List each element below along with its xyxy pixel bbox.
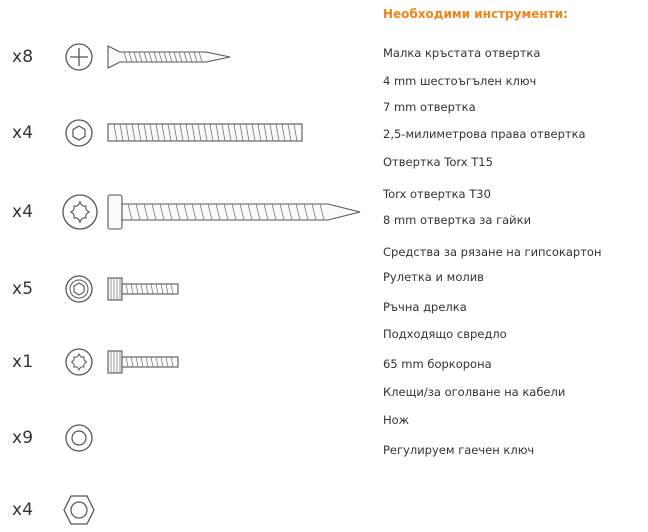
tool-item: Ръчна дрелка (383, 300, 467, 314)
long-wood-screw (106, 192, 366, 232)
quantity-label: x8 (12, 47, 34, 67)
tool-item: Рулетка и молив (383, 270, 484, 284)
tool-item: Малка кръстата отвертка (383, 46, 541, 60)
torx-head-icon (63, 346, 95, 378)
hardware-row-6 (0, 418, 370, 458)
tool-item: Средства за рязане на гипсокартон (383, 245, 602, 259)
hex-nut-icon (62, 493, 96, 527)
tool-item: Torx отвертка T30 (383, 187, 491, 201)
tool-item: 65 mm боркорона (383, 357, 492, 371)
tool-item: 2,5-милиметрова права отвертка (383, 127, 586, 141)
socket-cap-bolt (106, 349, 182, 375)
torx-head-icon (60, 192, 100, 232)
socket-cap-bolt (106, 276, 182, 302)
tool-item: Отвертка Torx T15 (383, 155, 493, 169)
hardware-row-4 (0, 269, 370, 309)
tools-heading: Необходими инструменти: (383, 7, 568, 21)
quantity-label: x4 (12, 202, 34, 222)
tool-item: Регулируем гаечен ключ (383, 443, 535, 457)
hardware-row-3 (0, 192, 370, 232)
threaded-rod (106, 121, 306, 145)
countersunk-wood-screw (106, 44, 236, 70)
quantity-label: x4 (12, 500, 34, 520)
tool-item: Клещи/за оголване на кабели (383, 385, 566, 399)
tool-item: 8 mm отвертка за гайки (383, 213, 532, 227)
hex-socket-icon (63, 117, 95, 149)
quantity-label: x1 (12, 352, 34, 372)
hardware-row-1 (0, 37, 370, 77)
hardware-row-5 (0, 342, 370, 382)
quantity-label: x5 (12, 279, 34, 299)
hardware-row-2 (0, 113, 370, 153)
phillips-head-icon (63, 41, 95, 73)
hex-socket-icon (63, 273, 95, 305)
tool-item: Подходящо свредло (383, 327, 507, 341)
quantity-label: x9 (12, 428, 34, 448)
hardware-row-7 (0, 490, 370, 530)
tool-item: 4 mm шестоъгълен ключ (383, 74, 537, 88)
tool-item: Нож (383, 413, 410, 427)
tool-item: 7 mm отвертка (383, 100, 476, 114)
quantity-label: x4 (12, 123, 34, 143)
washer-icon (63, 422, 95, 454)
